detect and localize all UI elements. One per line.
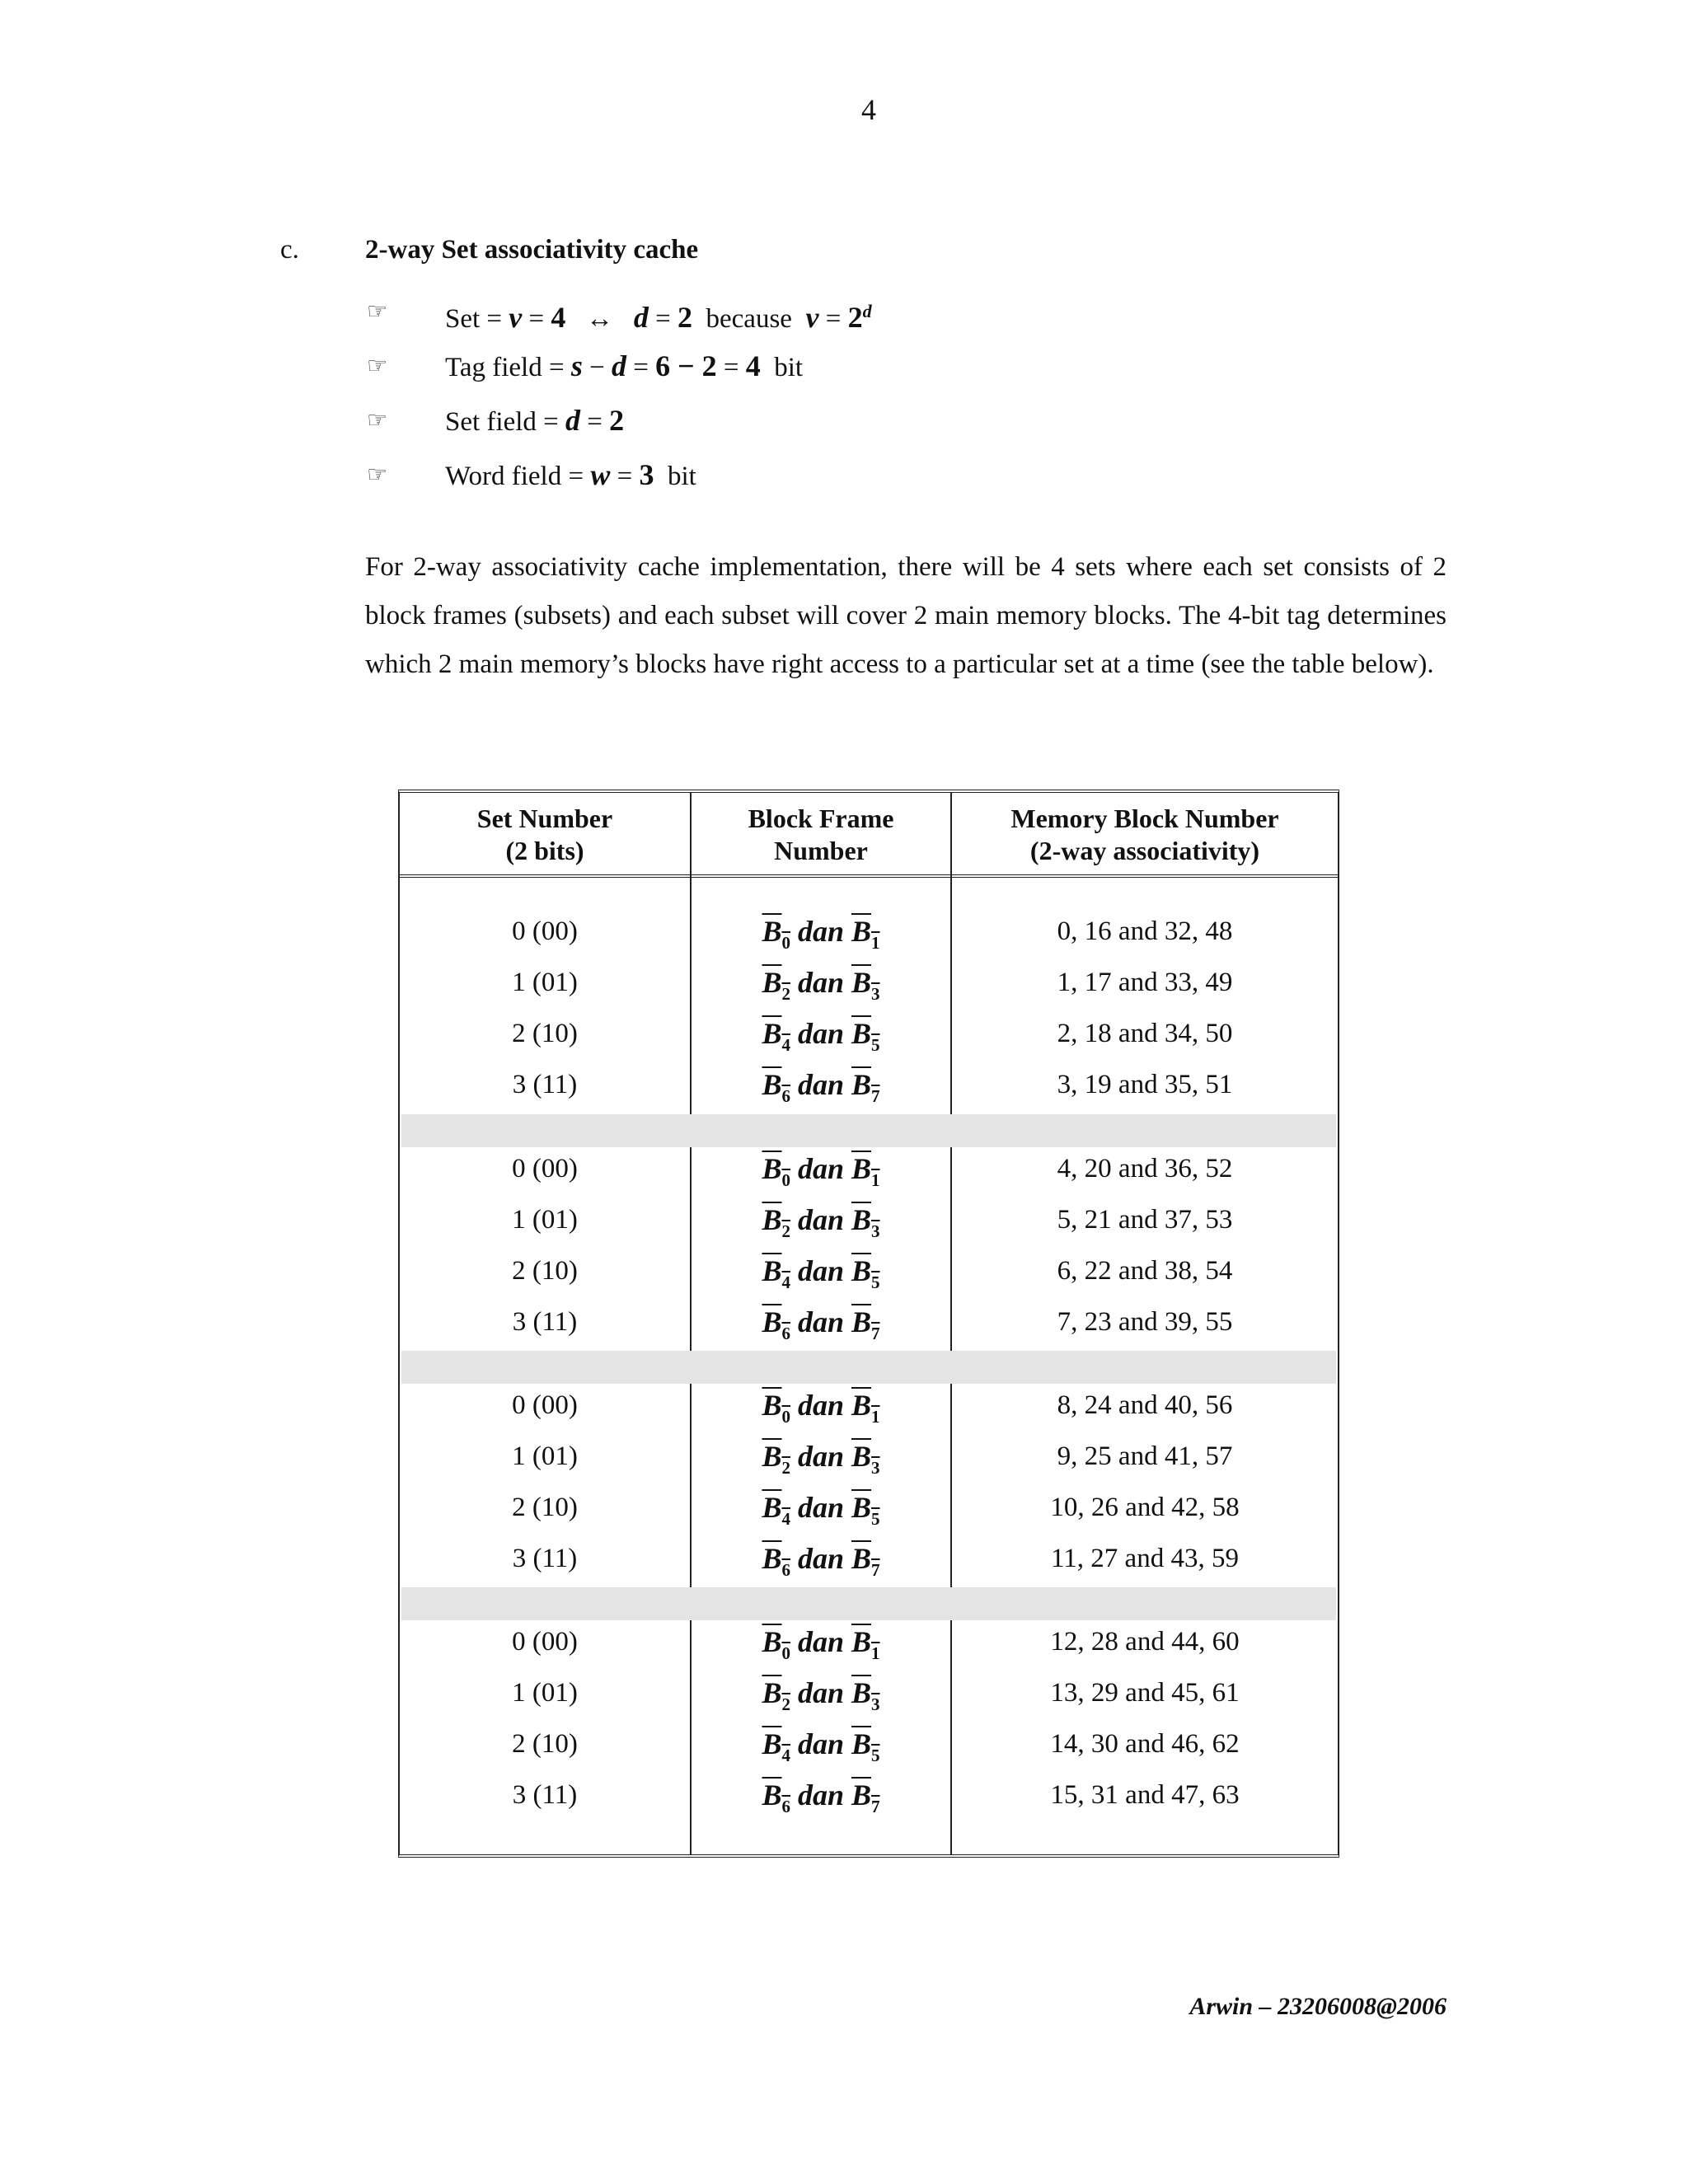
block-frame-cell: $B_0$ dan $B_1$ (762, 1625, 880, 1663)
set-number-cell: 3 (11) (512, 1307, 578, 1337)
pointing-hand-icon: ☞ (367, 461, 388, 488)
bullet-text: Set field = d = 2 (445, 404, 625, 437)
footer-author: Arwin – 23206008@2006 (1189, 1993, 1447, 2020)
header-memory-block: Memory Block Number (2-way associativity) (1010, 804, 1279, 865)
memory-block-cell: 4, 20 and 36, 52 (1057, 1154, 1233, 1183)
set-number-cell: 2 (10) (512, 1256, 578, 1286)
bullet-list (367, 284, 1438, 502)
body-paragraph: For 2-way associativity cache implementation, there will be 4 sets where each set consists of 2 block frames (subsets) and each subset will cover 2 main memory blocks. The 4-bit tag determines which 2 main memory’s blocks have right access to a particular set at a time (see the table below). (365, 552, 1447, 679)
set-number-cell: 3 (11) (512, 1780, 578, 1810)
memory-block-cell: 0, 16 and 32, 48 (1057, 916, 1233, 946)
set-number-cell: 1 (01) (512, 1441, 578, 1471)
bullet-item (367, 448, 1438, 502)
bullet-item (367, 284, 1438, 339)
memory-block-cell: 10, 26 and 42, 58 (1050, 1493, 1240, 1522)
memory-block-cell: 6, 22 and 38, 54 (1057, 1256, 1233, 1286)
block-frame-cell: $B_0$ dan $B_1$ (762, 1389, 880, 1427)
set-number-cell: 0 (00) (512, 916, 578, 946)
block-frame-cell: $B_2$ dan $B_3$ (762, 1676, 880, 1714)
header-block-frame: Block Frame Number (748, 804, 894, 865)
group-separator (401, 1587, 1336, 1620)
memory-block-cell: 3, 19 and 35, 51 (1057, 1070, 1233, 1099)
memory-block-cell: 13, 29 and 45, 61 (1050, 1678, 1240, 1708)
set-number-cell: 0 (00) (512, 1627, 578, 1657)
set-number-cell: 2 (10) (512, 1019, 578, 1048)
set-number-cell: 0 (00) (512, 1154, 578, 1183)
set-number-cell: 2 (10) (512, 1729, 578, 1759)
memory-block-cell: 9, 25 and 41, 57 (1057, 1441, 1233, 1471)
bullet-text: Word field = w = 3 bit (445, 458, 696, 491)
set-number-cell: 3 (11) (512, 1070, 578, 1099)
section-title: 2-way Set associativity cache (365, 235, 699, 265)
memory-block-cell: 1, 17 and 33, 49 (1057, 968, 1233, 997)
bullet-text: Set = v = 4 ↔ d = 2 because $v = 2^d$ (445, 301, 872, 334)
memory-block-cell: 14, 30 and 46, 62 (1050, 1729, 1240, 1759)
memory-block-cell: 7, 23 and 39, 55 (1057, 1307, 1233, 1337)
set-number-cell: 1 (01) (512, 1678, 578, 1708)
pointing-hand-icon: ☞ (367, 352, 388, 379)
set-number-cell: 3 (11) (512, 1544, 578, 1573)
memory-block-cell: 15, 31 and 47, 63 (1050, 1780, 1240, 1810)
set-number-cell: 0 (00) (512, 1390, 578, 1420)
block-frame-cell: $B_6$ dan $B_7$ (762, 1542, 880, 1580)
group-separator (401, 1114, 1336, 1147)
memory-block-cell: 12, 28 and 44, 60 (1050, 1627, 1240, 1657)
block-frame-cell: $B_2$ dan $B_3$ (762, 966, 880, 1004)
block-frame-cell: $B_0$ dan $B_1$ (762, 1152, 880, 1190)
group-separator (401, 1351, 1336, 1384)
block-frame-cell: $B_6$ dan $B_7$ (762, 1068, 880, 1106)
set-number-cell: 1 (01) (512, 1205, 578, 1235)
section-letter: c. (280, 235, 299, 265)
page-number: 4 (861, 93, 876, 126)
header-set-number: Set Number (2 bits) (476, 804, 613, 865)
set-number-cell: 2 (10) (512, 1493, 578, 1522)
block-frame-cell: $B_0$ dan $B_1$ (762, 915, 880, 953)
block-frame-cell: $B_4$ dan $B_5$ (762, 1491, 880, 1529)
block-frame-cell: $B_4$ dan $B_5$ (762, 1017, 880, 1055)
block-frame-cell: $B_2$ dan $B_3$ (762, 1440, 880, 1478)
block-frame-cell: $B_6$ dan $B_7$ (762, 1779, 880, 1816)
bullet-item (367, 393, 1438, 448)
pointing-hand-icon: ☞ (367, 406, 388, 434)
memory-block-cell: 2, 18 and 34, 50 (1057, 1019, 1233, 1048)
memory-block-cell: 5, 21 and 37, 53 (1057, 1205, 1233, 1235)
block-frame-cell: $B_4$ dan $B_5$ (762, 1727, 880, 1765)
block-frame-cell: $B_6$ dan $B_7$ (762, 1305, 880, 1343)
pointing-hand-icon: ☞ (367, 298, 388, 325)
bullet-item (367, 339, 1438, 393)
bullet-text: Tag field = s − d = 6 − 2 = 4 bit (445, 349, 804, 382)
memory-block-cell: 11, 27 and 43, 59 (1051, 1544, 1239, 1573)
header-rule (400, 874, 1338, 878)
set-number-cell: 1 (01) (512, 968, 578, 997)
memory-block-cell: 8, 24 and 40, 56 (1057, 1390, 1233, 1420)
block-frame-cell: $B_2$ dan $B_3$ (762, 1203, 880, 1241)
mapping-table (398, 790, 1339, 1858)
block-frame-cell: $B_4$ dan $B_5$ (762, 1254, 880, 1292)
